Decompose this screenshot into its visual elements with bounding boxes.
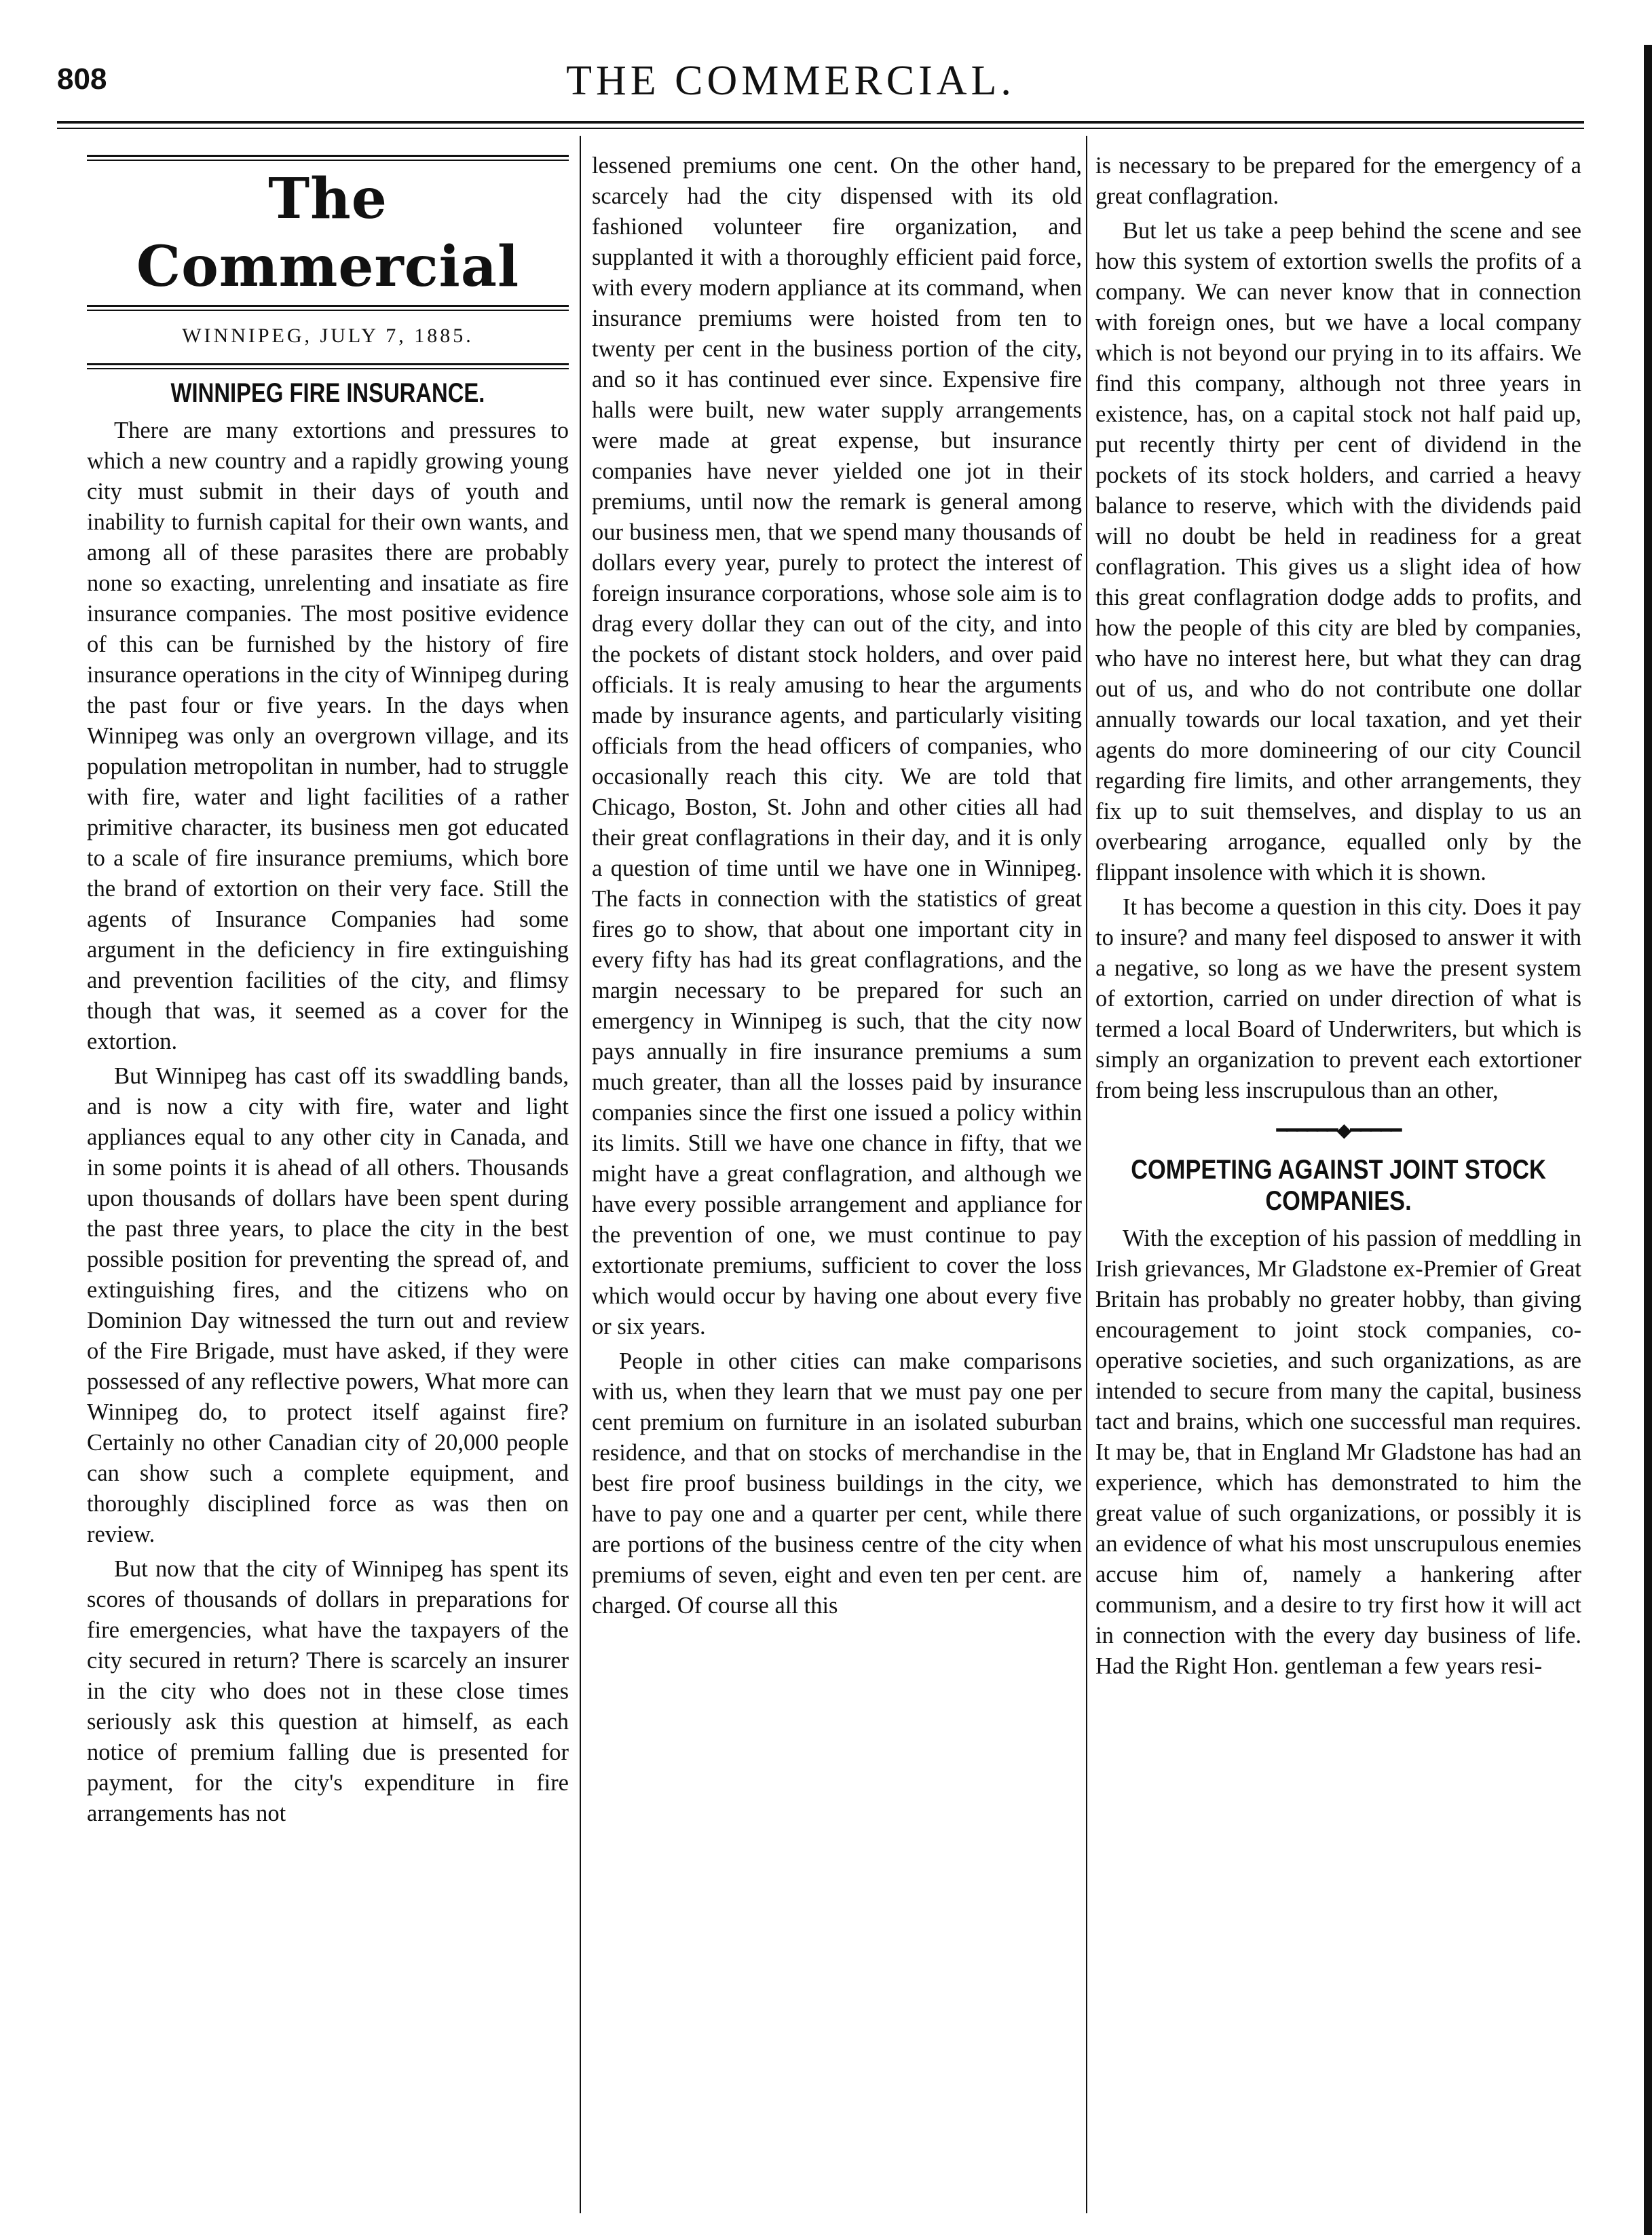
column-3	[1095, 151, 1581, 1682]
masthead-rule-middle	[87, 305, 569, 311]
header-rule-top	[57, 121, 1584, 124]
article-paragraph: But now that the city of Winnipeg has spent its scores of thousands of dollars in preparations for fire emergencies, what have the taxpayers of the city secured in return? There is scarcely an insurer in the city who does not in these close times seriously ask this question at himself, as each notice of premium falling due is presented for payment, for the city's expenditure in fire arrangements has not	[87, 1556, 569, 1826]
masthead-dateline: WINNIPEG, JULY 7, 1885.	[182, 325, 474, 347]
article-paragraph: It has become a question in this city. Does it pay to insure? and many feel disposed to answer it with a negative, so long as we have the present system of extortion, carried on under direction of what is termed a local Board of Underwriters, but which is simply an organization to prevent each extortioner from being less inscrupulous than an other,	[1095, 894, 1581, 1103]
column-2	[592, 151, 1082, 1621]
column-1	[87, 151, 569, 1829]
masthead-rule-top	[87, 155, 569, 161]
article-paragraph: With the exception of his passion of meddling in Irish grievances, Mr Gladstone ex-Premier of Great Britain has probably no greater hobby, than giving encouragement to joint stock companies, co-operative societies, and such organizations, as are intended to secure from many the capital, business tact and brains, which one successful man requires. It may be, that in England Mr Gladstone has had an experience, which has demonstrated to him the great value of such organizations, or possibly it is an evidence of what his most unscrupulous enemies accuse him of, namely a hankering after communism, and a desire to try first how it will act in connection with the every day business of life. Had the Right Hon. gentleman a few years resi-	[1095, 1225, 1581, 1679]
page-edge-shadow	[1644, 45, 1652, 2235]
page-number: 808	[57, 62, 107, 96]
article-paragraph: But Winnipeg has cast off its swaddling bands, and is now a city with fire, water and light appliances equal to any other city in Canada, and in some points it is ahead of all others. Thousands upon thousands of dollars have been spent during the past three years, to place the city in the best possible position for preventing the spread of, and extinguishing fires, and the citizens who on Dominion Day witnessed the turn out and review of the Fire Brigade, must have asked, if they were possessed of any reflective powers, What more can Winnipeg do, to protect itself against fire? Certainly no other Canadian city of 20,000 people can show such a complete equipment, and thoroughly disciplined force as was then on review.	[87, 1063, 569, 1547]
running-head: THE COMMERCIAL.	[566, 58, 1015, 104]
article-headline-fire-insurance: WINNIPEG FIRE INSURANCE.	[170, 378, 485, 408]
article-paragraph: There are many extortions and pressures to which a new country and a rapidly growing young city must submit in their days of youth and inability to furnish capital for their own wants, and among all of these parasites there are probably none so exacting, unrelenting and insatiate as fire insurance companies. The most positive evidence of this can be furnished by the history of fire insurance operations in the city of Winnipeg during the past four or five years. In the days when Winnipeg was only an overgrown village, and its population metropolitan in number, had to struggle with fire, water and light facilities of a rather primitive character, its business men got educated to a scale of fire insurance premiums, which bore the brand of extortion on their very face. Still the agents of Insurance Companies had some argument in the deficiency in fire extinguishing and prevention facilities of the city, and flimsy though that was, it seemed as a cover for the extortion.	[87, 418, 569, 1054]
column-rule-1	[580, 136, 581, 2213]
column-rule-2	[1086, 136, 1087, 2213]
article-headline-joint-stock: COMPETING AGAINST JOINT STOCK COMPANIES.	[1131, 1155, 1546, 1216]
article-paragraph: But let us take a peep behind the scene and see how this system of extortion swells the profits of a company. We can never know that in connection with foreign ones, but we have a local company which is not beyond our prying in to its affairs. We find this company, although not three years in existence, has, on a capital stock not half paid up, put recently thirty per cent of dividend in the pockets of its stock holders, and carried a heavy balance to reserve, which with the dividends paid will no doubt be held in readiness for a great conflagration. This gives us a slight idea of how this great conflagration dodge adds to profits, and how the people of this city are bled by companies, who have no interest here, but what they can drag out of us, and who do not contribute one dollar annually towards our local taxation, and yet their agents do more domineering of our city Council regarding fire limits, and other arrangements, they fix up to suit themselves, and display to us an overbearing arrogance, equalled only by the flippant insolence with which it is shown.	[1095, 218, 1581, 885]
masthead-title: The Commercial	[136, 166, 520, 299]
article-paragraph: People in other cities can make comparisons with us, when they learn that we must pay one per cent premium on furniture in an isolated suburban residence, and that on stocks of merchandise in the best fire proof business buildings in the city, we have to pay one and a quarter per cent, while there are portions of the business centre of the city when premiums of seven, eight and even ten per cent. are charged. Of course all this	[592, 1348, 1082, 1619]
masthead-rule-bottom	[87, 363, 569, 369]
article-separator: ━━━━━━◆━━━━━	[1276, 1120, 1401, 1141]
article-paragraph: lessened premiums one cent. On the other hand, scarcely had the city dispensed with its old fashioned volunteer fire organization, and supplanted it with a thoroughly efficient paid force, with every modern appliance at its command, when insurance premiums were hoisted from ten to twenty per cent in the business portion of the city, and so it has continued ever since. Expensive fire halls were built, new water supply arrangements were made at great expense, but insurance companies have never yielded one jot in their premiums, until now the remark is general among our business men, that we spend many thousands of dollars every year, purely to protect the interest of foreign insurance corporations, whose sole aim is to drag every dollar they can out of the city, and into the pockets of distant stock holders, and over paid officials. It is realy amusing to hear the arguments made by insurance agents, and particularly visiting officials from the head officers of companies, who occasionally reach this city. We are told that Chicago, Boston, St. John and other cities all had their great conflagrations in their day, and it is only a question of time until we have one in Winnipeg. The facts in connection with the statistics of great fires go to show, that about one important city in every fifty has had its great conflagrations, and the margin necessary to be prepared for such an emergency in Winnipeg is such, that the city now pays annually in fire insurance premiums a sum much greater, than all the losses paid by insurance companies since the first one issued a policy within its limits. Still we have one chance in fifty, that we might have a great conflagration, and although we have every possible arrangement and appliance for the prevention of one, we must continue to pay extortionate premiums, sufficient to cover the loss which would occur by having one about every five or six years.	[592, 153, 1082, 1340]
article-paragraph: is necessary to be prepared for the emergency of a great conflagration.	[1095, 153, 1581, 209]
header-rule-bottom	[57, 128, 1584, 129]
